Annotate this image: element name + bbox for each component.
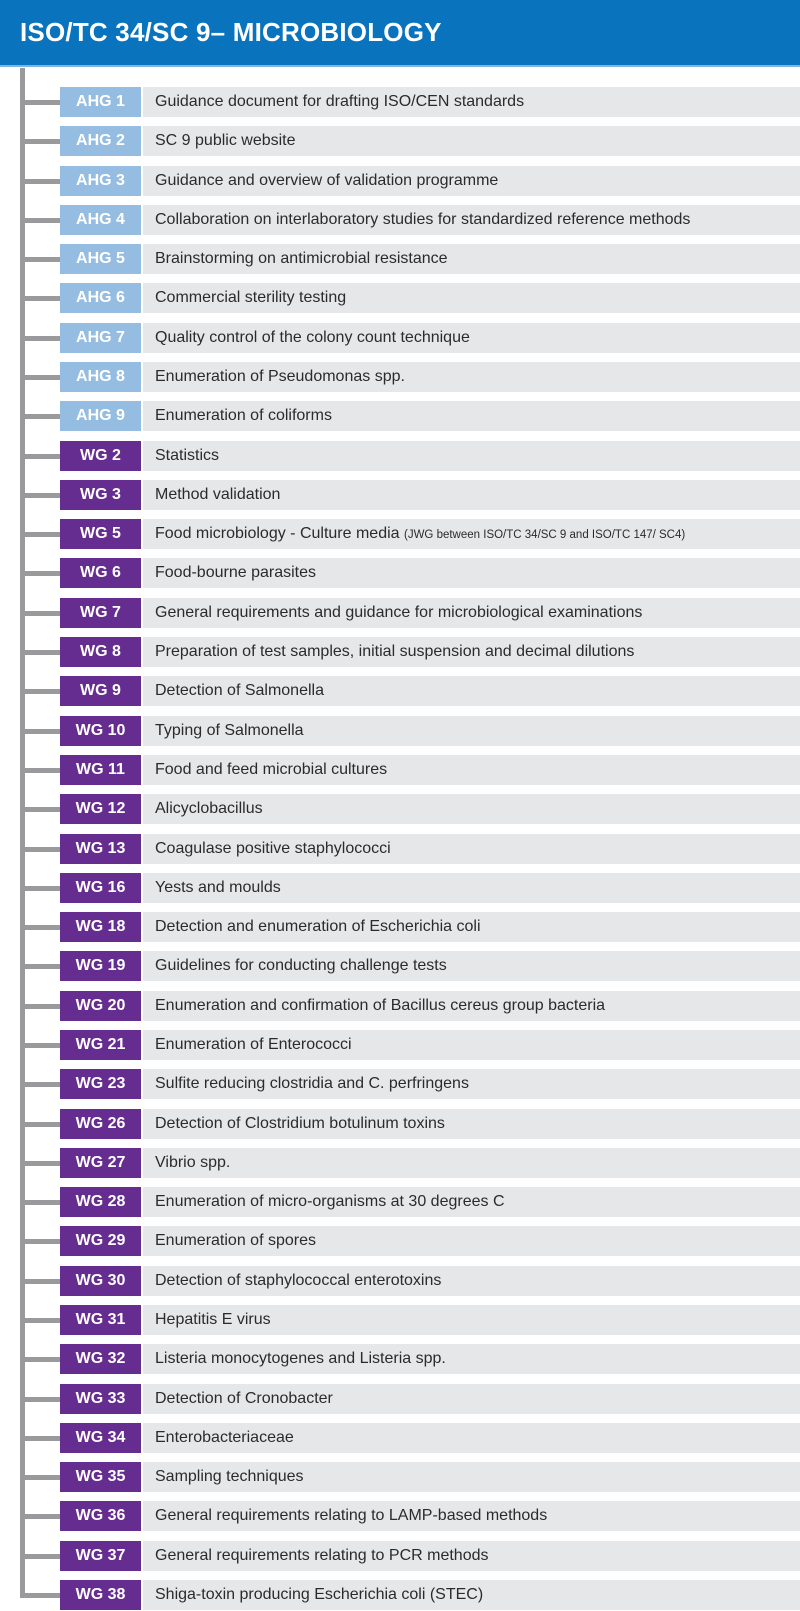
group-title: Collaboration on interlaboratory studies for standardized reference methods: [155, 210, 691, 228]
group-title: General requirements relating to PCR methods: [155, 1546, 489, 1564]
group-row: [0, 1109, 800, 1139]
group-title: General requirements and guidance for microbiological examinations: [155, 603, 643, 621]
group-title: Enterobacteriaceae: [155, 1428, 294, 1446]
ahg-code-badge: AHG 8: [60, 362, 142, 392]
group-title: Vibrio spp.: [155, 1153, 231, 1171]
group-label: [143, 637, 800, 667]
wg-code-badge: WG 29: [60, 1226, 142, 1256]
group-label: [143, 676, 800, 706]
group-label: [143, 480, 800, 510]
branch-connector: [20, 886, 61, 891]
group-title: Typing of Salmonella: [155, 721, 304, 739]
wg-code-badge: WG 10: [60, 716, 142, 746]
branch-connector: [20, 1082, 61, 1087]
group-row: [0, 873, 800, 903]
branch-connector: [20, 454, 61, 459]
group-label: [143, 1187, 800, 1217]
wg-code-badge: WG 33: [60, 1384, 142, 1414]
group-row: [0, 441, 800, 471]
group-label: [143, 794, 800, 824]
group-title: Method validation: [155, 485, 281, 503]
group-row: [0, 126, 800, 156]
wg-code-badge: WG 23: [60, 1069, 142, 1099]
group-label: [143, 755, 800, 785]
group-row: [0, 637, 800, 667]
group-row: [0, 1423, 800, 1453]
group-label: [143, 244, 800, 274]
group-label: [143, 1109, 800, 1139]
wg-code-badge: WG 35: [60, 1462, 142, 1492]
group-label: [143, 1226, 800, 1256]
branch-connector: [20, 1397, 61, 1402]
wg-code-badge: WG 3: [60, 480, 142, 510]
wg-code-badge: WG 37: [60, 1541, 142, 1571]
group-title: Food microbiology - Culture media: [155, 525, 404, 543]
group-label: [143, 205, 800, 235]
wg-code-badge: WG 32: [60, 1344, 142, 1374]
group-title: Quality control of the colony count technique: [155, 328, 470, 346]
branch-connector: [20, 1475, 61, 1480]
wg-code-badge: WG 30: [60, 1266, 142, 1296]
group-row: [0, 283, 800, 313]
group-title: Enumeration of spores: [155, 1232, 316, 1250]
group-title: Guidance and overview of validation programme: [155, 171, 499, 189]
branch-connector: [20, 139, 61, 144]
branch-connector: [20, 179, 61, 184]
wg-code-badge: WG 21: [60, 1030, 142, 1060]
group-title: Sampling techniques: [155, 1468, 304, 1486]
group-row: [0, 519, 800, 549]
group-title: Coagulase positive staphylococci: [155, 839, 391, 857]
group-label: [143, 323, 800, 353]
group-row: [0, 1266, 800, 1296]
wg-code-badge: WG 20: [60, 991, 142, 1021]
branch-connector: [20, 1554, 61, 1559]
branch-connector: [20, 1239, 61, 1244]
group-row: [0, 834, 800, 864]
wg-code-badge: WG 2: [60, 441, 142, 471]
wg-code-badge: WG 8: [60, 637, 142, 667]
group-title: Commercial sterility testing: [155, 289, 347, 307]
wg-code-badge: WG 13: [60, 834, 142, 864]
group-label: [143, 441, 800, 471]
ahg-code-badge: AHG 3: [60, 166, 142, 196]
group-label: [143, 1266, 800, 1296]
group-title: SC 9 public website: [155, 132, 296, 150]
group-title: Statistics: [155, 446, 220, 464]
branch-connector: [20, 336, 61, 341]
wg-code-badge: WG 34: [60, 1423, 142, 1453]
group-title: Guidelines for conducting challenge tests: [155, 957, 447, 975]
group-row: [0, 794, 800, 824]
group-label: [143, 1541, 800, 1571]
branch-connector: [20, 807, 61, 812]
group-title: Guidance document for drafting ISO/CEN standards: [155, 93, 525, 110]
branch-connector: [20, 296, 61, 301]
group-label: [143, 1423, 800, 1453]
group-title: Food-bourne parasites: [155, 564, 316, 582]
group-label: [143, 519, 800, 549]
group-title: Detection and enumeration of Escherichia coli: [155, 918, 481, 936]
group-row: [0, 166, 800, 196]
group-label: [143, 166, 800, 196]
wg-code-badge: WG 19: [60, 951, 142, 981]
group-title: Preparation of test samples, initial suspension and decimal dilutions: [155, 643, 635, 661]
group-title: Enumeration of micro-organisms at 30 degrees C: [155, 1193, 505, 1211]
wg-code-badge: WG 18: [60, 912, 142, 942]
group-title: Food and feed microbial cultures: [155, 760, 388, 778]
ahg-code-badge: AHG 5: [60, 244, 142, 274]
group-row: [0, 716, 800, 746]
group-row: [0, 1148, 800, 1178]
group-title: Hepatitis E virus: [155, 1310, 271, 1328]
group-label: [143, 1069, 800, 1099]
branch-connector: [20, 1593, 61, 1598]
branch-connector: [20, 1436, 61, 1441]
group-title: Detection of Clostridium botulinum toxins: [155, 1114, 445, 1132]
branch-connector: [20, 1318, 61, 1323]
branch-connector: [20, 964, 61, 969]
branch-connector: [20, 847, 61, 852]
branch-connector: [20, 218, 61, 223]
group-label: [143, 362, 800, 392]
wg-code-badge: WG 5: [60, 519, 142, 549]
group-title: Brainstorming on antimicrobial resistance: [155, 250, 448, 268]
group-row: [0, 480, 800, 510]
group-label: [143, 1305, 800, 1335]
group-label: [143, 834, 800, 864]
wg-code-badge: WG 11: [60, 755, 142, 785]
group-label: [143, 873, 800, 903]
group-label: [143, 951, 800, 981]
ahg-code-badge: AHG 1: [60, 87, 142, 117]
group-title: Detection of Salmonella: [155, 682, 324, 700]
wg-code-badge: WG 27: [60, 1148, 142, 1178]
group-row: [0, 87, 800, 117]
ahg-code-badge: AHG 6: [60, 283, 142, 313]
branch-connector: [20, 925, 61, 930]
group-title: Detection of Cronobacter: [155, 1389, 333, 1407]
branch-connector: [20, 493, 61, 498]
group-title: Enumeration of Enterococci: [155, 1035, 352, 1053]
group-row: [0, 1069, 800, 1099]
branch-connector: [20, 375, 61, 380]
group-title: Listeria monocytogenes and Listeria spp.: [155, 1350, 446, 1368]
group-note: (JWG between ISO/TC 34/SC 9 and ISO/TC 147/ SC4): [404, 529, 686, 542]
wg-code-badge: WG 28: [60, 1187, 142, 1217]
wg-code-badge: WG 16: [60, 873, 142, 903]
branch-connector: [20, 100, 61, 105]
group-row: [0, 1384, 800, 1414]
group-label: [143, 558, 800, 588]
group-label: [143, 1384, 800, 1414]
group-row: [0, 1501, 800, 1531]
group-title: Enumeration and confirmation of Bacillus cereus group bacteria: [155, 996, 606, 1014]
group-title: Enumeration of Pseudomonas spp.: [155, 368, 405, 386]
page-title: ISO/TC 34/SC 9– MICROBIOLOGY: [20, 17, 442, 47]
branch-connector: [20, 1043, 61, 1048]
group-title: General requirements relating to LAMP-based methods: [155, 1507, 548, 1525]
branch-connector: [20, 1161, 61, 1166]
group-label: [143, 1148, 800, 1178]
header-banner: [0, 0, 800, 67]
group-row: [0, 1462, 800, 1492]
group-row: [0, 1344, 800, 1374]
branch-connector: [20, 611, 61, 616]
branch-connector: [20, 257, 61, 262]
branch-connector: [20, 1357, 61, 1362]
branch-connector: [20, 1514, 61, 1519]
group-label: [143, 87, 800, 117]
branch-connector: [20, 689, 61, 694]
branch-connector: [20, 768, 61, 773]
group-label: [143, 912, 800, 942]
group-row: [0, 401, 800, 431]
group-title: Shiga-toxin producing Escherichia coli (STEC): [155, 1586, 484, 1604]
branch-connector: [20, 532, 61, 537]
group-row: [0, 1187, 800, 1217]
wg-code-badge: WG 36: [60, 1501, 142, 1531]
group-row: [0, 1580, 800, 1610]
ahg-code-badge: AHG 2: [60, 126, 142, 156]
branch-connector: [20, 1122, 61, 1127]
branch-connector: [20, 729, 61, 734]
group-label: [143, 126, 800, 156]
group-row: [0, 676, 800, 706]
group-row: [0, 951, 800, 981]
group-row: [0, 991, 800, 1021]
group-row: [0, 598, 800, 628]
group-title: Sulfite reducing clostridia and C. perfringens: [155, 1075, 469, 1093]
group-row: [0, 912, 800, 942]
group-label: [143, 283, 800, 313]
ahg-code-badge: AHG 9: [60, 401, 142, 431]
branch-connector: [20, 414, 61, 419]
wg-code-badge: WG 12: [60, 794, 142, 824]
wg-code-badge: WG 9: [60, 676, 142, 706]
wg-code-badge: WG 7: [60, 598, 142, 628]
wg-code-badge: WG 6: [60, 558, 142, 588]
group-label: [143, 991, 800, 1021]
group-row: [0, 1226, 800, 1256]
group-label: [143, 1501, 800, 1531]
group-label: [143, 598, 800, 628]
group-row: [0, 362, 800, 392]
group-row: [0, 1541, 800, 1571]
group-label: [143, 1580, 800, 1610]
group-label: [143, 401, 800, 431]
group-title: Detection of staphylococcal enterotoxins: [155, 1271, 442, 1289]
ahg-code-badge: AHG 4: [60, 205, 142, 235]
ahg-code-badge: AHG 7: [60, 323, 142, 353]
wg-code-badge: WG 26: [60, 1109, 142, 1139]
group-row: [0, 1030, 800, 1060]
group-label: [143, 716, 800, 746]
group-label: [143, 1030, 800, 1060]
branch-connector: [20, 650, 61, 655]
group-row: [0, 244, 800, 274]
group-row: [0, 755, 800, 785]
group-label: [143, 1344, 800, 1374]
branch-connector: [20, 571, 61, 576]
group-row: [0, 323, 800, 353]
branch-connector: [20, 1279, 61, 1284]
group-row: [0, 205, 800, 235]
branch-connector: [20, 1004, 61, 1009]
group-title: Alicyclobacillus: [155, 800, 263, 818]
group-title: Enumeration of coliforms: [155, 407, 332, 425]
group-title: Yests and moulds: [155, 878, 281, 896]
group-row: [0, 558, 800, 588]
wg-code-badge: WG 38: [60, 1580, 142, 1610]
wg-code-badge: WG 31: [60, 1305, 142, 1335]
branch-connector: [20, 1200, 61, 1205]
group-label: [143, 1462, 800, 1492]
group-row: [0, 1305, 800, 1335]
